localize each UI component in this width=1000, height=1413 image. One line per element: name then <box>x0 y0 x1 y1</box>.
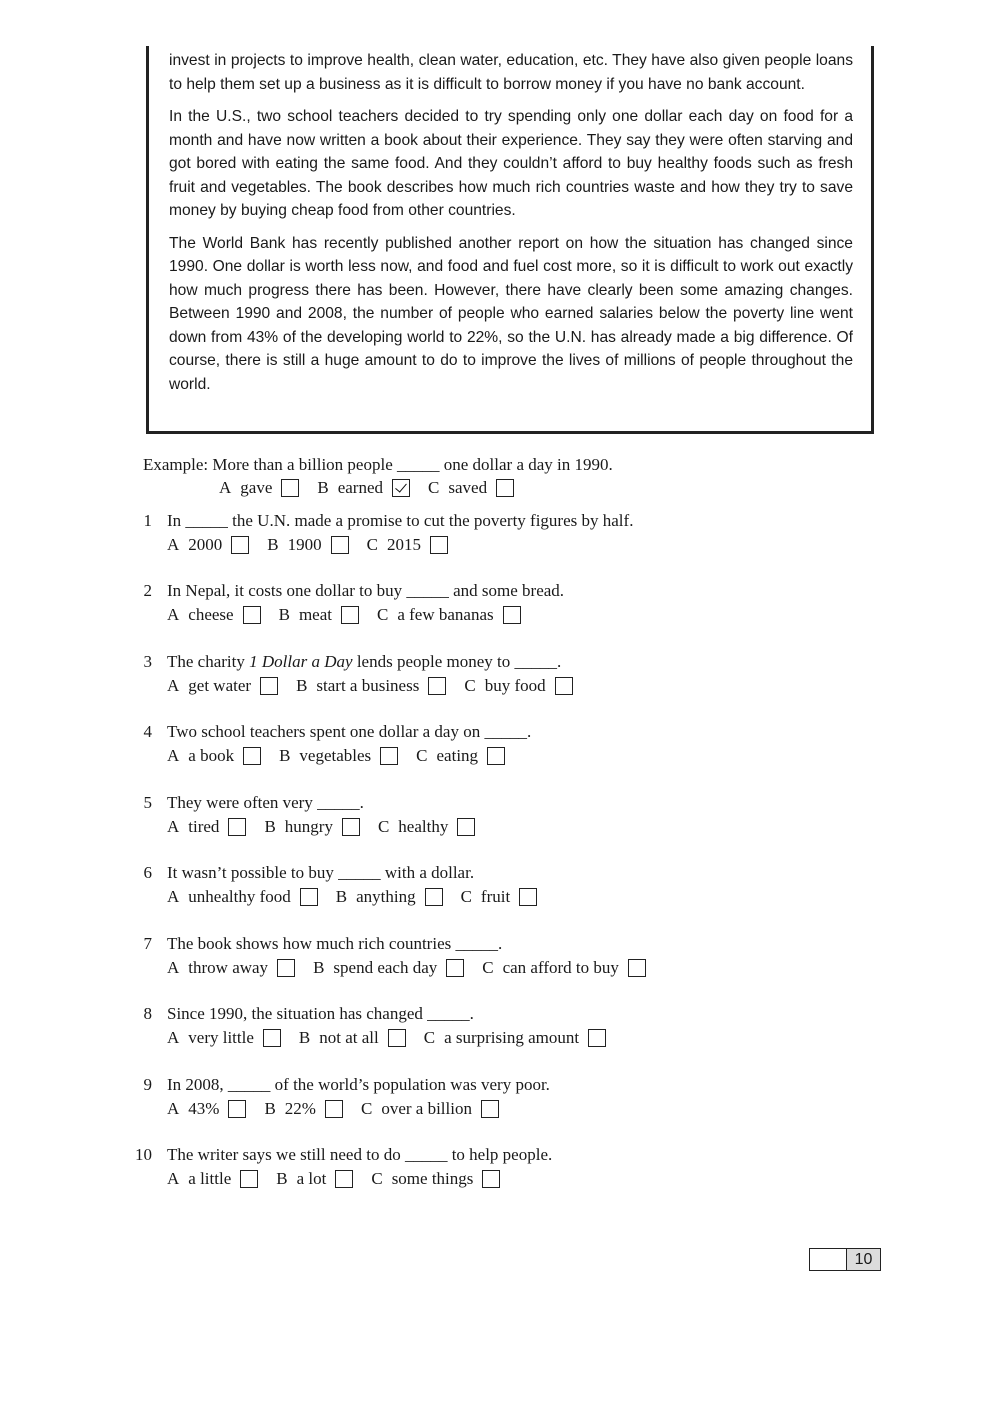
checkbox[interactable] <box>588 1029 606 1047</box>
answer-option-b <box>279 605 359 625</box>
checkbox[interactable] <box>260 677 278 695</box>
checkbox[interactable] <box>277 959 295 977</box>
reading-passage-box <box>146 46 874 434</box>
option-text: buy food <box>484 676 546 695</box>
option-text: not at all <box>319 1028 379 1047</box>
question-text: The book shows how much rich countries _____. <box>167 934 503 953</box>
option-text: start a business <box>316 676 420 695</box>
answer-options <box>167 1099 509 1119</box>
checkbox[interactable] <box>380 747 398 765</box>
answer-option-c <box>378 817 475 837</box>
answer-options <box>167 676 583 696</box>
answer-option-b <box>264 1099 343 1119</box>
checkbox[interactable] <box>300 888 318 906</box>
answer-option-b <box>299 1028 406 1048</box>
checkbox[interactable] <box>231 536 249 554</box>
option-letter: A <box>167 676 180 695</box>
option-letter: C <box>464 676 476 695</box>
question-text <box>167 652 561 672</box>
checkbox[interactable] <box>281 479 299 497</box>
question-number: 8 <box>143 1004 152 1023</box>
option-text: earned <box>337 478 384 497</box>
option-text: eating <box>436 746 479 765</box>
option-text: over a billion <box>381 1099 472 1118</box>
option-text: a book <box>188 746 235 765</box>
option-letter: C <box>366 535 378 554</box>
checkbox[interactable] <box>331 536 349 554</box>
option-text: healthy <box>398 817 449 836</box>
checkbox[interactable] <box>342 818 360 836</box>
checkbox[interactable] <box>228 818 246 836</box>
charity-name: 1 Dollar a Day <box>249 652 353 671</box>
option-letter: A <box>167 958 180 977</box>
checkbox[interactable] <box>428 677 446 695</box>
answer-options <box>167 817 485 837</box>
option-text: hungry <box>284 817 333 836</box>
option-text: anything <box>356 887 416 906</box>
question-text: Two school teachers spent one dollar a day on _____. <box>167 722 532 741</box>
checkbox[interactable] <box>228 1100 246 1118</box>
option-letter: B <box>296 676 308 695</box>
question-number: 4 <box>143 722 152 741</box>
checkbox[interactable] <box>503 606 521 624</box>
option-text: a few bananas <box>397 605 494 624</box>
checkbox[interactable] <box>325 1100 343 1118</box>
example-options <box>219 478 524 498</box>
option-letter: A <box>167 1099 180 1118</box>
question-text: In _____ the U.N. made a promise to cut the poverty figures by half. <box>167 511 634 530</box>
option-letter: A <box>167 746 180 765</box>
question-number: 1 <box>143 511 152 530</box>
score-total: 10 <box>847 1249 880 1270</box>
checkbox[interactable] <box>481 1100 499 1118</box>
answer-option-c <box>482 958 646 978</box>
answer-option-a <box>167 535 249 555</box>
checkbox[interactable] <box>430 536 448 554</box>
question-text: It wasn’t possible to buy _____ with a dollar. <box>167 863 475 882</box>
question-number: 3 <box>143 652 152 671</box>
answer-options <box>167 746 515 766</box>
option-letter: B <box>267 535 279 554</box>
option-text: saved <box>448 478 488 497</box>
answer-option-c <box>361 1099 499 1119</box>
option-text: a lot <box>296 1169 327 1188</box>
option-text: gave <box>240 478 273 497</box>
answer-option-b <box>296 676 446 696</box>
answer-option-c <box>424 1028 606 1048</box>
option-letter: C <box>371 1169 383 1188</box>
checkbox[interactable] <box>263 1029 281 1047</box>
option-letter: B <box>278 605 290 624</box>
option-letter: C <box>460 887 472 906</box>
option-letter: B <box>264 817 276 836</box>
option-text: throw away <box>188 958 269 977</box>
answer-option-a <box>167 817 246 837</box>
option-letter: A <box>167 817 180 836</box>
answer-options <box>167 1169 510 1189</box>
question-text-part: The charity <box>167 652 250 671</box>
answer-options <box>167 1028 616 1048</box>
reading-passage <box>169 49 853 405</box>
option-letter: C <box>423 1028 436 1047</box>
answer-option-a <box>167 605 261 625</box>
option-text: meat <box>298 605 332 624</box>
answer-option-b <box>276 1169 353 1189</box>
answer-option-a <box>167 958 295 978</box>
answer-option-c <box>371 1169 500 1189</box>
option-text: a surprising amount <box>444 1028 580 1047</box>
example-option-c <box>428 478 514 498</box>
checkbox[interactable] <box>243 747 261 765</box>
option-letter: A <box>167 1169 180 1188</box>
option-letter: A <box>167 605 180 624</box>
option-letter: C <box>416 746 428 765</box>
option-letter: A <box>167 887 180 906</box>
option-letter: B <box>317 478 329 497</box>
answer-option-b <box>313 958 464 978</box>
option-letter: A <box>219 478 232 497</box>
answer-option-b <box>279 746 398 766</box>
option-letter: A <box>167 1028 180 1047</box>
option-letter: B <box>264 1099 276 1118</box>
option-letter: B <box>335 887 348 906</box>
question-text: The writer says we still need to do _____ to help people. <box>167 1145 553 1164</box>
question-text: Since 1990, the situation has changed _____. <box>167 1004 474 1023</box>
option-text: fruit <box>480 887 511 906</box>
answer-option-c <box>416 746 505 766</box>
question-number: 7 <box>143 934 152 953</box>
answer-option-b <box>264 817 360 837</box>
question-number: 6 <box>143 863 152 882</box>
option-text: 22% <box>284 1099 316 1118</box>
option-text: can afford to buy <box>502 958 619 977</box>
option-letter: B <box>298 1028 311 1047</box>
option-text: get water <box>188 676 252 695</box>
example-label: Example: <box>143 455 209 474</box>
example-option-a <box>219 478 299 498</box>
checkbox[interactable] <box>628 959 646 977</box>
option-text: 1900 <box>287 535 322 554</box>
checkbox[interactable] <box>496 479 514 497</box>
checkbox[interactable] <box>388 1029 406 1047</box>
option-text: tired <box>188 817 220 836</box>
option-text: spend each day <box>333 958 438 977</box>
checkbox[interactable] <box>555 677 573 695</box>
question-text-part: lends people money to _____. <box>352 652 562 671</box>
option-letter: B <box>276 1169 288 1188</box>
answer-options <box>167 605 531 625</box>
answer-option-a <box>167 887 318 907</box>
answer-option-c <box>461 887 538 907</box>
answer-option-b <box>336 887 443 907</box>
checkbox[interactable] <box>240 1170 258 1188</box>
option-text: very little <box>188 1028 254 1047</box>
checkbox[interactable] <box>519 888 537 906</box>
question-text: In 2008, _____ of the world’s population was very poor. <box>167 1075 550 1094</box>
answer-option-a <box>167 676 278 696</box>
answer-options <box>167 535 458 555</box>
option-letter: C <box>377 817 390 836</box>
answer-option-c <box>464 676 572 696</box>
passage-paragraph: In the U.S., two school teachers decided to try spending only one dollar each day on food for a month and have now written a book about their experience. They say they were often starving and got bored with eating the same food. And they couldn’t afford to buy healthy foods such as fresh fruit and vegetables. The book describes how much rich countries waste and how they try to save money by buying cheap food from other countries. <box>169 108 853 219</box>
checkbox[interactable] <box>446 959 464 977</box>
checkbox[interactable] <box>243 606 261 624</box>
example-option-b <box>317 478 410 498</box>
question-number: 2 <box>143 581 152 600</box>
question-number: 9 <box>143 1075 152 1094</box>
option-letter: C <box>428 478 440 497</box>
option-text: vegetables <box>299 746 372 765</box>
checkbox[interactable] <box>487 747 505 765</box>
option-letter: A <box>167 535 180 554</box>
question-text: They were often very _____. <box>167 793 364 812</box>
passage-paragraph: invest in projects to improve health, clean water, education, etc. They have also given people loans to help them set up a business as it is difficult to borrow money if you have no bank account. <box>169 52 853 93</box>
score-input[interactable] <box>810 1249 847 1270</box>
score-box <box>809 1248 881 1271</box>
question-number: 5 <box>143 793 152 812</box>
option-text: cheese <box>188 605 234 624</box>
answer-option-b <box>267 535 348 555</box>
example-question <box>143 455 613 475</box>
option-letter: B <box>279 746 291 765</box>
question-number: 10 <box>135 1145 152 1164</box>
example-question-text: More than a billion people _____ one dollar a day in 1990. <box>212 455 613 474</box>
checked-checkbox[interactable] <box>392 479 410 497</box>
checkbox[interactable] <box>341 606 359 624</box>
answer-option-c <box>377 605 521 625</box>
option-text: unhealthy food <box>188 887 291 906</box>
passage-paragraph: The World Bank has recently published another report on how the situation has changed since 1990. One dollar is worth less now, and food and fuel cost more, so it is difficult to work out exactly how much progress there has been. However, there have clearly been some amazing changes. Between 1990 and 2008, the number of people who earned salaries below the poverty line went down from 43% of the developing world to 22%, so the U.N. has already made a big difference. Of course, there is still a huge amount to do to improve the lives of millions of people throughout the world. <box>169 234 853 393</box>
answer-option-c <box>367 535 448 555</box>
option-letter: C <box>376 605 389 624</box>
option-text: 2000 <box>188 535 223 554</box>
option-text: some things <box>391 1169 474 1188</box>
answer-option-a <box>167 746 261 766</box>
answer-option-a <box>167 1099 246 1119</box>
checkbox[interactable] <box>457 818 475 836</box>
option-text: 43% <box>188 1099 220 1118</box>
option-text: a little <box>188 1169 232 1188</box>
option-letter: C <box>482 958 494 977</box>
option-letter: C <box>360 1099 373 1118</box>
answer-option-a <box>167 1028 281 1048</box>
option-text: 2015 <box>386 535 421 554</box>
option-letter: B <box>313 958 325 977</box>
checkbox[interactable] <box>335 1170 353 1188</box>
answer-option-a <box>167 1169 258 1189</box>
checkbox[interactable] <box>425 888 443 906</box>
question-text: In Nepal, it costs one dollar to buy _____ and some bread. <box>167 581 565 600</box>
checkbox[interactable] <box>482 1170 500 1188</box>
answer-options <box>167 958 656 978</box>
answer-options <box>167 887 547 907</box>
